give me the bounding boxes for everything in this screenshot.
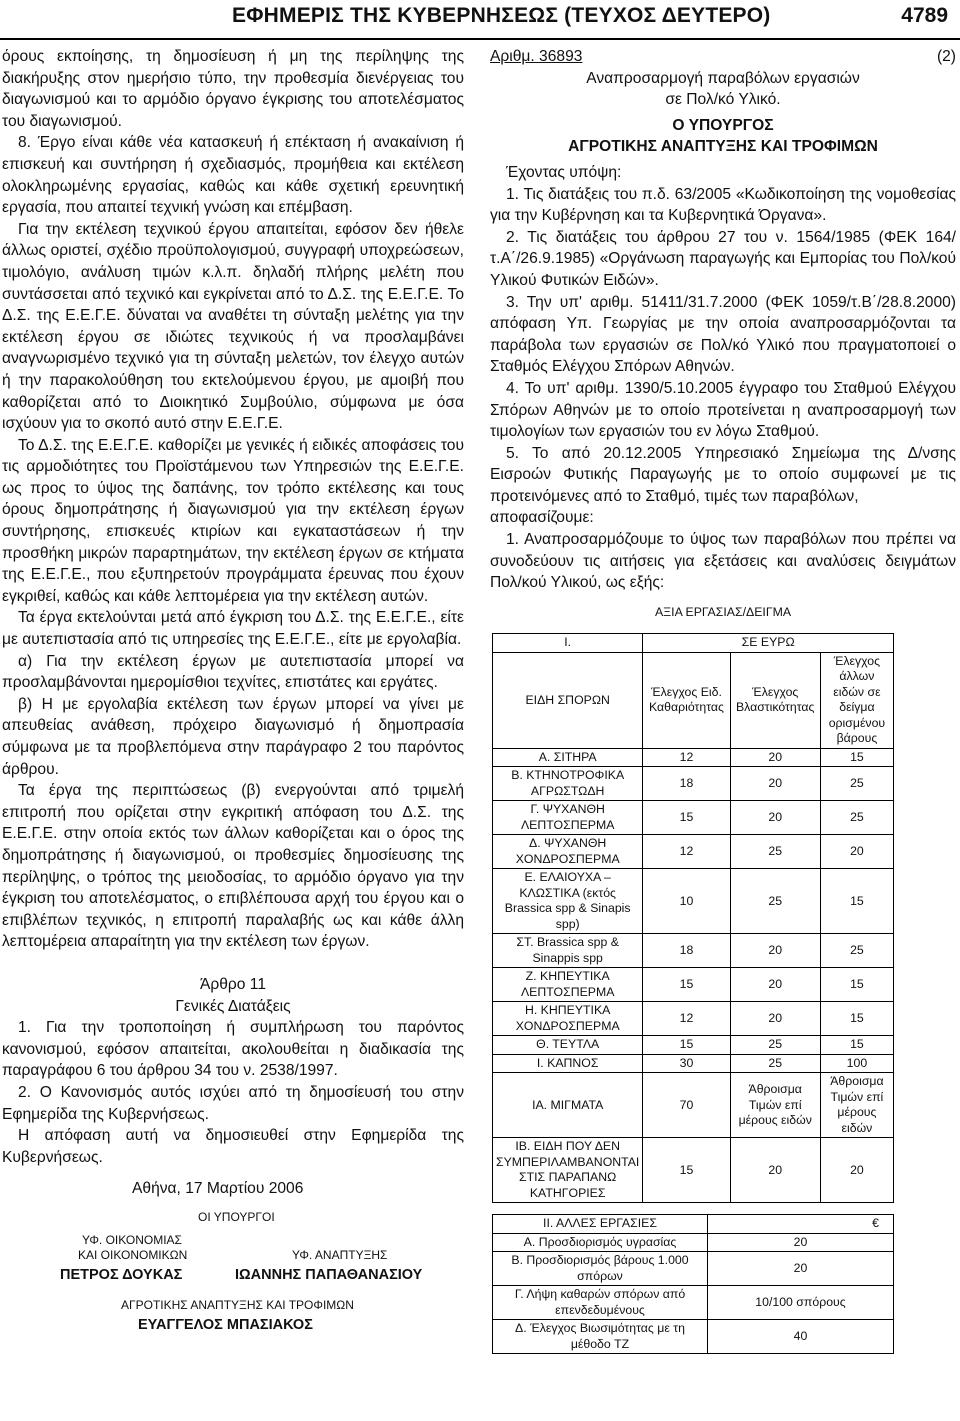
table-row: [493, 1036, 894, 1055]
table-cell: 20: [730, 801, 820, 835]
decision-header: [490, 46, 956, 68]
table-row: [493, 934, 894, 968]
table-cell: 20: [730, 1002, 820, 1036]
table-cell: 15: [643, 801, 730, 835]
table-cell: 20: [730, 767, 820, 801]
signatory-1-name: ΠΕΤΡΟΣ ΔΟΥΚΑΣ: [60, 1267, 183, 1284]
table-cell: 25: [820, 934, 893, 968]
table-cell: Άθροισμα Τιμών επί μέρους ειδών: [730, 1073, 820, 1138]
table-cell: 25: [820, 801, 893, 835]
signatory-3-title: ΑΓΡΟΤΙΚΗΣ ΑΝΑΠΤΥΞΗΣ ΚΑΙ ΤΡΟΦΙΜΩΝ: [121, 1298, 354, 1313]
decision-subject: σε Πολ/κό Υλικό.: [665, 91, 781, 109]
table-cell: 25: [730, 869, 820, 934]
table-cell: 10: [643, 869, 730, 934]
table-cell: 15: [820, 968, 893, 1002]
table-row: [493, 1233, 894, 1252]
recital: 5. Το από 20.12.2005 Υπηρεσιακό Σημείωμα της Δ/νσης Εισροών Φυτικής Παραγωγής με το οποίο συμφωνεί με τις προτεινόμενες από το Σταθμό, τιμές των παραβόλων,: [490, 444, 956, 505]
table-cell: 15: [820, 869, 893, 934]
paragraph: 8. Έργο είναι κάθε νέα κατασκευή ή επέκταση ή ανακαίνιση ή επισκευή και συντήρηση ή σχεδιασμός, προμήθεια και εκτέλεση ολοκληρωμένης εργασίας, καθώς και κάθε σχετική ερευνητική εργασία, που απαιτεί τεχνική γνώση και επέμβαση.: [2, 134, 464, 217]
column-header: ΕΙΔΗ ΣΠΟΡΩΝ: [493, 652, 643, 748]
table-row: [493, 1054, 894, 1073]
considering-label: Έχοντας υπόψη:: [506, 163, 622, 181]
paragraph: 2. Ο Κανονισμός αυτός ισχύει από τη δημοσίευσή του στην Εφημερίδα της Κυβερνήσεως.: [2, 1083, 464, 1123]
currency-unit: €: [708, 1215, 894, 1234]
page-header: [0, 0, 960, 40]
table-cell: Δ. ΨΥΧΑΝΘΗ ΧΟΝΔΡΟΣΠΕΡΜΑ: [493, 835, 643, 869]
recital: 4. Το υπ' αριθμ. 1390/5.10.2005 έγγραφο του Σταθμού Ελέγχου Σπόρων Αθηνών με το οποίο προτείνεται η αναπροσαρμογή των τιμολογίων των εργασιών του εν λόγω Σταθμού.: [490, 379, 956, 441]
signatory-1-title: ΚΑΙ ΟΙΚΟΝΟΜΙΚΩΝ: [78, 1248, 188, 1263]
right-column: [490, 46, 956, 1354]
table-cell: 10/100 σπόρους: [708, 1286, 894, 1320]
paragraph: Τα έργα εκτελούνται μετά από έγκριση του Δ.Σ. της Ε.Ε.Γ.Ε., είτε με αυτεπιστασία από τις υπηρεσίες της Ε.Ε.Γ.Ε., είτε με εργολαβία.: [2, 609, 464, 649]
minister-heading: ΑΓΡΟΤΙΚΗΣ ΑΝΑΠΤΥΞΗΣ ΚΑΙ ΤΡΟΦΙΜΩΝ: [568, 138, 878, 156]
table-row: [493, 1252, 894, 1286]
table-cell: 20: [708, 1252, 894, 1286]
table-cell: Β. ΚΤΗΝΟΤΡΟΦΙΚΑ ΑΓΡΩΣΤΩΔΗ: [493, 767, 643, 801]
table-cell: 18: [643, 767, 730, 801]
table-row: [493, 1002, 894, 1036]
minister-heading: Ο ΥΠΟΥΡΓΟΣ: [672, 116, 774, 134]
table-cell: 25: [730, 835, 820, 869]
table-cell: 15: [643, 1036, 730, 1055]
table-cell: 18: [643, 934, 730, 968]
recital: 1. Τις διατάξεις του π.δ. 63/2005 «Κωδικοποίηση της νομοθεσίας για την Κυβέρνηση και τα Κυβερνητικά Όργανα».: [490, 185, 956, 225]
table-caption: ΑΞΙΑ ΕΡΓΑΣΙΑΣ/ΔΕΙΓΜΑ: [654, 604, 792, 619]
table-cell: Δ. Έλεγχος Βιωσιμότητας με τη μέθοδο TZ: [493, 1320, 708, 1354]
table-cell: 100: [820, 1054, 893, 1073]
signatory-2-name: ΙΩΑΝΝΗΣ ΠΑΠΑΘΑΝΑΣΙΟΥ: [235, 1267, 423, 1284]
table-cell: Θ. ΤΕΥΤΛΑ: [493, 1036, 643, 1055]
decision-number: Αριθμ. 36893: [490, 48, 583, 65]
date-line: Αθήνα, 17 Μαρτίου 2006: [132, 1180, 304, 1198]
table-cell: 15: [643, 968, 730, 1002]
paragraph: όρους εκποίησης, τη δημοσίευση ή μη της περίληψης της διακήρυξης στον ημερήσιο τύπο, την προθεσμία διενέργειας του διαγωνισμού και το αρμόδιο όργανο έγκρισης του αποτελέσματος του διαγωνισμού.: [2, 48, 464, 130]
table-cell: ΣΤ. Brassica spp & Sinappis spp: [493, 934, 643, 968]
table-cell: 15: [820, 1036, 893, 1055]
table-cell: Ε. ΕΛΑΙΟΥΧΑ – ΚΛΩΣΤΙΚΑ (εκτός Brassica spp & Sinapis spp): [493, 869, 643, 934]
table-cell: ΙΑ. ΜΙΓΜΑΤΑ: [493, 1073, 643, 1138]
table-cell: 12: [643, 835, 730, 869]
table-cell: 25: [820, 767, 893, 801]
signatory-3-name: ΕΥΑΓΓΕΛΟΣ ΜΠΑΣΙΑΚΟΣ: [138, 1317, 313, 1334]
other-works-table: [492, 1214, 894, 1354]
left-column: [2, 46, 464, 1334]
table-cell: 20: [820, 835, 893, 869]
table-cell: 30: [643, 1054, 730, 1073]
table-cell: ΙΒ. ΕΙΔΗ ΠΟΥ ΔΕΝ ΣΥΜΠΕΡΙΛΑΜΒΑΝΟΝΤΑΙ ΣΤΙΣ ΠΑΡΑΠΑΝΩ ΚΑΤΗΓΟΡΙΕΣ: [493, 1138, 643, 1203]
paragraph: α) Για την εκτέλεση έργων με αυτεπιστασία μπορεί να προσλαμβάνονται ημερομίσθιοι τεχνίτες, επιστάτες και εργάτες.: [2, 652, 464, 692]
fee-table-body: [493, 748, 894, 1203]
page-number: 4789: [901, 4, 948, 27]
table-cell: 70: [643, 1073, 730, 1138]
paragraph: Το Δ.Σ. της Ε.Ε.Γ.Ε. καθορίζει με γενικές ή ειδικές αποφάσεις του τις αρμοδιότητες του Προϊστάμενου των Υπηρεσιών της Ε.Ε.Γ.Ε. ως προς το ύψος της δαπάνης, τον τρόπο εκτέλεσης και τους όρους δημοπράτησης ή διαγωνισμού για την εκτέλεση έργων συντήρησης, επισκευές κτιρίων και εγκαταστάσεων ή την προσθήκη μικρών παραρτημάτων, την εκτέλεση έργων σε κτήματα της Ε.Ε.Γ.Ε., που εξυπηρετούν προγράμματα έρευνας που έχουν εγκριθεί, καθώς και κάθε λεπτομέρεια για την εκτέλεση αυτών.: [2, 436, 464, 605]
gazette-title: ΕΦΗΜΕΡΙΣ ΤΗΣ ΚΥΒΕΡΝΗΣΕΩΣ (ΤΕΥΧΟΣ ΔΕΥΤΕΡΟ): [232, 4, 771, 27]
table-cell: Γ. ΨΥΧΑΝΘΗ ΛΕΠΤΟΣΠΕΡΜΑ: [493, 801, 643, 835]
other-works-header: ΙΙ. ΑΛΛΕΣ ΕΡΓΑΣΙΕΣ: [493, 1215, 708, 1234]
table-row: [493, 1138, 894, 1203]
paragraph: Η απόφαση αυτή να δημοσιευθεί στην Εφημερίδα της Κυβερνήσεως.: [2, 1127, 464, 1166]
table-cell: 15: [820, 1002, 893, 1036]
other-works-body: [493, 1233, 894, 1354]
table-cell: 40: [708, 1320, 894, 1354]
table-row: [493, 801, 894, 835]
article-title: Γενικές Διατάξεις: [175, 997, 291, 1015]
fee-table: [492, 633, 894, 1203]
table-row: [493, 748, 894, 767]
table-row: [493, 968, 894, 1002]
table-cell: Γ. Λήψη καθαρών σπόρων από επενδεδυμένους: [493, 1286, 708, 1320]
table-cell: Α. Προσδιορισμός υγρασίας: [493, 1233, 708, 1252]
table-row: [493, 869, 894, 934]
table-cell: 15: [820, 748, 893, 767]
decision-paragraph: 1. Αναπροσαρμόζουμε το ύψος των παραβόλων που πρέπει να συνοδεύουν τις αιτήσεις για εξετάσεις και αναλύσεις δειγμάτων Πολ/κού Υλικού, ως εξής:: [490, 531, 956, 592]
table-cell: 20: [730, 934, 820, 968]
table-cell: 20: [708, 1233, 894, 1252]
decision-subject: Αναπροσαρμογή παραβόλων εργασιών: [586, 69, 860, 87]
table-cell: 20: [730, 748, 820, 767]
table-cell: 25: [730, 1036, 820, 1055]
paragraph: Για την εκτέλεση τεχνικού έργου απαιτείται, εφόσον δεν ήθελε άλλως οριστεί, σχέδιο προϋπολογισμού, συγγραφή υποχρεώσεων, τιμολόγιο, ανάλυση τιμών κ.λ.π. δηλαδή πλήρης μελέτη που συντάσσεται από τεχνικό και εγκρίνεται από το Δ.Σ. της Ε.Ε.Γ.Ε. Το Δ.Σ. της Ε.Ε.Γ.Ε. δύναται να αναθέτει τη σύνταξη μελέτης για την εκτέλεση έργου σε ιδιώτες τεχνικούς ή να προσλαμβάνει αναγνωρισμένο τεχνικό για τη σύνταξη μελετών, τον έλεγχο αυτών ή την παρακολούθηση του εκτελούμενου έργου, με αμοιβή που καθορίζεται από το Διοικητικό Συμβούλιο, σύμφωνα με όσα ισχύουν για το σκοπό αυτό στην Ε.Ε.Γ.Ε.: [2, 220, 464, 433]
decide-label: αποφασίζουμε:: [490, 509, 594, 527]
table-cell: Ζ. ΚΗΠΕΥΤΙΚΑ ΛΕΠΤΟΣΠΕΡΜΑ: [493, 968, 643, 1002]
table-row: [493, 1286, 894, 1320]
decision-sequence: (2): [936, 48, 956, 65]
paragraph: 1. Για την τροποποίηση ή συμπλήρωση του παρόντος κανονισμού, εφόσον απαιτείται, ακολουθείται η διαδικασία της παραγράφου 6 του άρθρου 34 του ν. 2538/1997.: [2, 1019, 464, 1080]
signatory-1-title: ΥΦ. ΟΙΚΟΝΟΜΙΑΣ: [82, 1233, 182, 1248]
table-cell: 15: [643, 1138, 730, 1203]
table-cell: 20: [730, 1138, 820, 1203]
column-header: Έλεγχος Βλαστικότητας: [730, 652, 820, 748]
signatory-2-title: ΥΦ. ΑΝΑΠΤΥΞΗΣ: [292, 1248, 388, 1263]
table-cell: Η. ΚΗΠΕΥΤΙΚΑ ΧΟΝΔΡΟΣΠΕΡΜΑ: [493, 1002, 643, 1036]
table-cell: Β. Προσδιορισμός βάρους 1.000 σπόρων: [493, 1252, 708, 1286]
recital: 3. Την υπ' αριθμ. 51411/31.7.2000 (ΦΕΚ 1059/τ.Β΄/28.8.2000) απόφαση Υπ. Γεωργίας με την οποία αναπροσαρμόζονται τα παράβολα των εργασιών σε Πολ/κό Υλικό που πραγματοποιεί ο Σταθμός Ελέγχου Σπόρων Αθηνών.: [490, 293, 956, 376]
table-cell: 25: [730, 1054, 820, 1073]
paragraph: β) Η με εργολαβία εκτέλεση των έργων μπορεί να γίνει με απευθείας ανάθεση, πρόχειρο διαγωνισμό ή δημοπρασία σύμφωνα με τα προβλεπόμενα στην παράγραφο 2 του παρόντος άρθρου.: [2, 695, 464, 778]
table-row: [493, 1320, 894, 1354]
recital: 2. Τις διατάξεις του άρθρου 27 του ν. 1564/1985 (ΦΕΚ 164/τ.Α΄/26.9.1985) «Οργάνωση παραγωγής και Εμπορίας του Πολ/κού Υλικού Φυτικών Ειδών».: [490, 228, 956, 289]
table-cell: 12: [643, 1002, 730, 1036]
table-currency-label: ΣΕ ΕΥΡΩ: [643, 634, 894, 653]
table-cell: 12: [643, 748, 730, 767]
table-cell: Α. ΣΙΤΗΡΑ: [493, 748, 643, 767]
column-header: Έλεγχος άλλων ειδών σε δείγμα ορισμένου βάρους: [820, 652, 893, 748]
table-row: [493, 767, 894, 801]
signature-block: [2, 1168, 464, 1334]
paragraph: Τα έργα της περιπτώσεως (β) ενεργούνται από τριμελή επιτροπή που ορίζεται στην εγκριτική απόφαση του Δ.Σ. της Ε.Ε.Γ.Ε. στην οποία εκτός των άλλων καθορίζεται και ο όρος της δημοπράτησης ή διαγωνισμού, οι προθεσμίες δημοσίευσης της περίληψης, ο τρόπος της μειοδοσίας, το αρμόδιο όργανο για την έγκριση του αποτελέσματος, ο επιβλέπουσα αρχή του έργου και ο επιβλέπων τεχνικός, η επιτροπή παραλαβής ως και κάθε άλλη λεπτομέρεια απαραίτητη για την εκτέλεση των έργων.: [2, 782, 464, 951]
table-cell: Άθροισμα Τιμών επί μέρους ειδών: [820, 1073, 893, 1138]
table-cell: 20: [730, 968, 820, 1002]
table-row: [493, 1073, 894, 1138]
column-header: Έλεγχος Ειδ. Καθαριότητας: [643, 652, 730, 748]
table-row: [493, 835, 894, 869]
table-group-label: Ι.: [493, 634, 643, 653]
table-cell: 20: [820, 1138, 893, 1203]
ministers-label: ΟΙ ΥΠΟΥΡΓΟΙ: [198, 1210, 275, 1225]
article-number: Άρθρο 11: [199, 975, 266, 993]
table-cell: Ι. ΚΑΠΝΟΣ: [493, 1054, 643, 1073]
